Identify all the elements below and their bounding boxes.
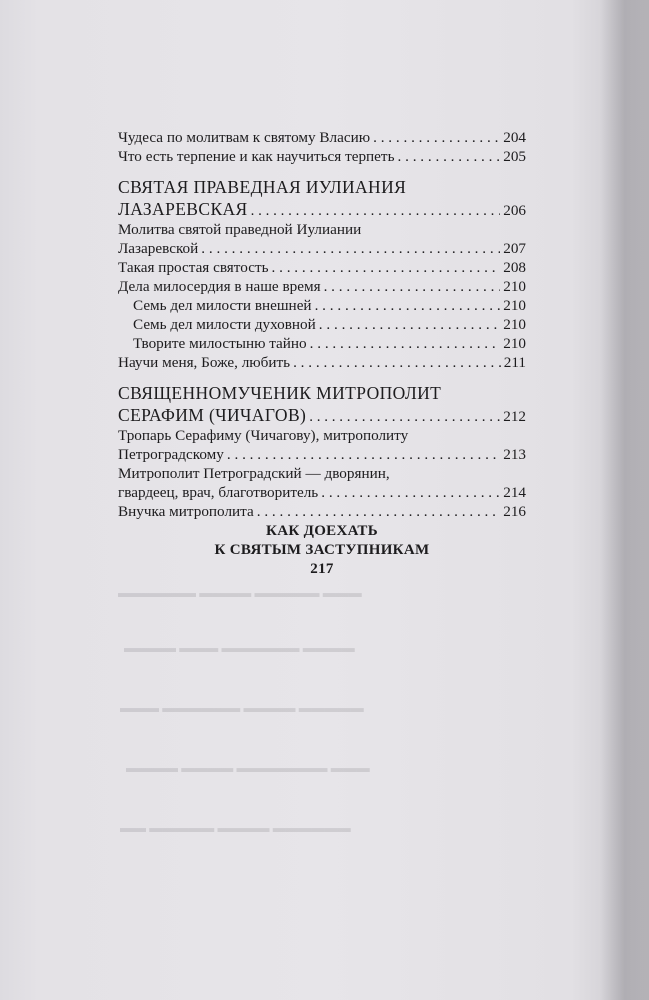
bleed-through-text: ▬▬▬ ▬▬▬▬▬▬▬ ▬▬▬▬ ▬▬▬▬ [126,760,370,775]
toc-entry-title: Дела милосердия в наше время [118,278,321,295]
toc-entry-title: Чудеса по молитвам к святому Власию [118,129,371,146]
bleed-through-text: ▬▬▬▬ ▬▬▬▬▬▬ ▬▬▬ ▬▬▬▬ [124,640,355,655]
toc-entry-title: СЕРАФИМ (ЧИЧАГОВ) [118,405,307,425]
toc-entry-title: Лазаревской [118,240,199,257]
toc-entry-title: Семь дел милости духовной [133,316,316,333]
toc-page-number: 207 [503,240,526,257]
final-heading-line1: КАК ДОЕХАТЬ [266,523,378,539]
page-fold-shadow [600,0,649,1000]
dot-leader [310,334,501,353]
toc-page-number: 213 [503,446,526,463]
dot-leader [373,128,500,147]
dot-leader [324,277,501,296]
final-heading-page: 217 [310,561,334,577]
dot-leader [257,502,501,521]
toc-page-number: 210 [503,316,526,333]
toc-page-number: 212 [503,408,526,425]
dot-leader [293,353,501,372]
toc-entry-title: Молитва святой праведной Иулиании [118,221,362,238]
toc-entry [118,147,526,166]
dot-leader [201,239,500,258]
dot-leader [251,200,501,222]
toc-page-number: 214 [503,484,526,501]
toc-entry [118,128,526,147]
dot-leader [272,258,501,277]
table-of-contents [118,128,526,521]
bleed-through-text: ▬▬▬ ▬▬▬▬▬ ▬▬▬▬ ▬▬▬▬▬▬ [118,585,362,600]
toc-page-number: 210 [503,278,526,295]
toc-entry-title: ЛАЗАРЕВСКАЯ [118,199,248,219]
toc-sub-entry [118,334,526,353]
dot-leader [309,406,500,428]
toc-page-number: 206 [503,202,526,219]
toc-entry [118,502,526,521]
bleed-through-text: ▬▬▬▬▬ ▬▬▬▬ ▬▬▬▬▬▬ ▬▬▬ [120,700,364,715]
toc-entry-title: Тропарь Серафиму (Чичагову), митрополиту [118,427,409,444]
toc-entry-title: Творите милостыню тайно [133,335,307,352]
dot-leader [398,147,501,166]
section-heading-serafim: СВЯЩЕННОМУЧЕНИК МИТРОПОЛИТ [118,383,442,403]
toc-page-number: 210 [503,297,526,314]
toc-entry-title: Что есть терпение и как научиться терпеть [118,148,395,165]
dot-leader [315,296,501,315]
toc-page-number: 210 [503,335,526,352]
toc-page-number: 208 [503,259,526,276]
toc-sub-entry [118,296,526,315]
section-heading-iuliania: СВЯТАЯ ПРАВЕДНАЯ ИУЛИАНИЯ [118,177,407,197]
toc-page-number: 211 [503,354,526,371]
section-heading-serafim-line2 [118,404,526,426]
toc-entry-title: Митрополит Петроградский — дворянин, [118,465,390,482]
toc-page-number: 205 [503,148,526,165]
dot-leader [321,483,500,502]
bleed-through-text: ▬▬▬▬▬▬ ▬▬▬▬ ▬▬▬▬▬ ▬▬ [120,820,351,835]
toc-entry-title: Семь дел милости внешней [133,297,312,314]
toc-entry-title: гвардеец, врач, благотворитель [118,484,319,501]
toc-entry [118,258,526,277]
toc-entry [118,483,526,502]
toc-entry [118,277,526,296]
final-heading-line2: К СВЯТЫМ ЗАСТУПНИКАМ [214,542,430,558]
toc-page-number: 204 [503,129,526,146]
toc-entry [118,445,526,464]
toc-entry-title: Петроградскому [118,446,224,463]
toc-entry-title: Такая простая святость [118,259,269,276]
dot-leader [319,315,500,334]
toc-page-number: 216 [503,503,526,520]
dot-leader [227,445,500,464]
toc-sub-entry [118,315,526,334]
toc-entry [118,353,526,372]
final-section-heading [118,522,526,579]
section-heading-iuliania-line2 [118,198,526,220]
toc-entry-title: Научи меня, Боже, любить [118,354,291,371]
toc-entry [118,239,526,258]
toc-entry-title: Внучка митрополита [118,503,254,520]
